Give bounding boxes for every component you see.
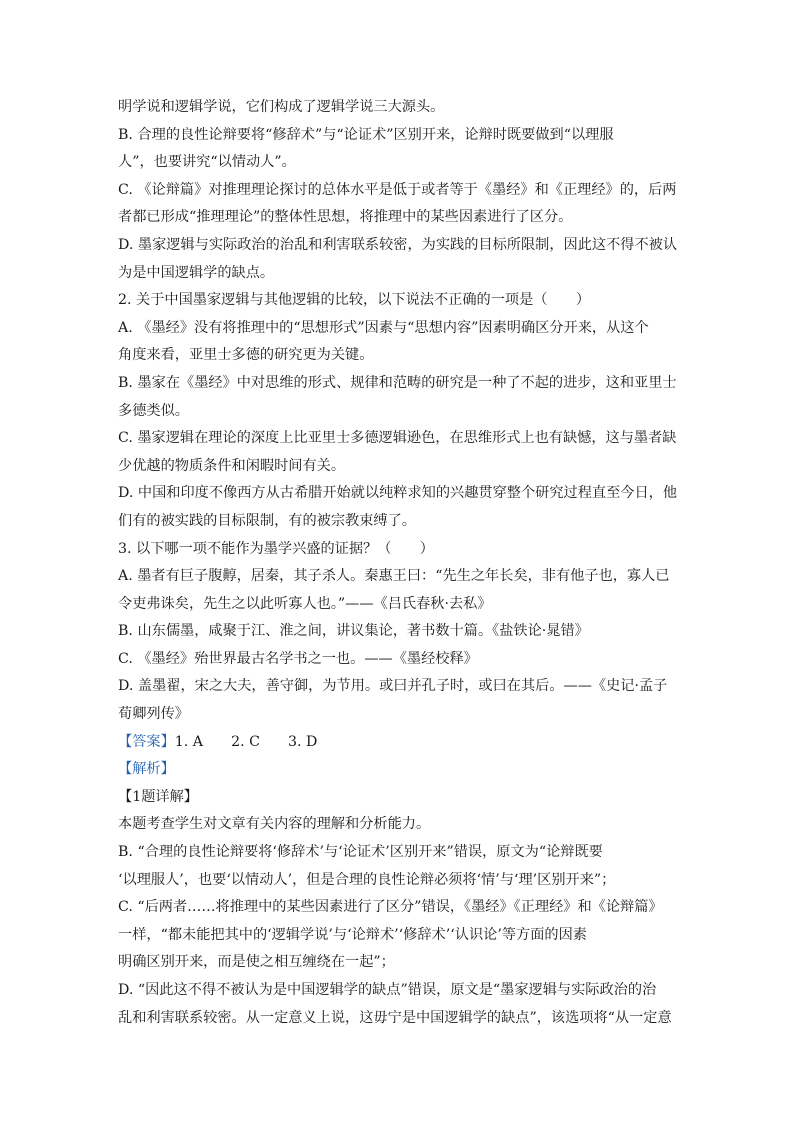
q2-option-a-line-1: A. 《墨经》没有将推理中的“思想形式”因素与“思想内容”因素明确区分开来，从这个	[118, 319, 649, 336]
q3-option-b: B. 山东儒墨，咸聚于江、淮之间，讲议集论，著书数十篇。《盐铁论·晁错》	[118, 623, 589, 640]
detail-title: 【1题详解】	[118, 788, 198, 805]
document-page	[118, 94, 680, 1032]
detail-line: 本题考查学生对文章有关内容的理解和分析能力。	[118, 816, 431, 833]
detail-line: ‘以理服人’，也要‘以情动人’，但是合理的良性论辩必须将‘情’与‘理’区别开来”；	[118, 871, 616, 888]
text-line: 明学说和逻辑学说，它们构成了逻辑学说三大源头。	[118, 99, 445, 115]
q3-option-a-line-2: 令吏弗诛矣，先生之以此听寡人也。”——《吕氏春秋·去私》	[118, 595, 492, 612]
q3-option-d-line-2: 荀卿列传》	[118, 706, 189, 723]
question-2-stem: 2. 关于中国墨家逻辑与其他逻辑的比较，以下说法不正确的一项是（ ）	[118, 292, 591, 309]
analysis-label: 【解析】	[118, 761, 175, 778]
option-b-line-2: 人”，也要讲究“以情动人”。	[118, 154, 296, 171]
option-c-line-2: 者都已形成“推理理论”的整体性思想，将推理中的某些因素进行了区分。	[118, 209, 573, 226]
detail-line: 一样，“都未能把其中的‘逻辑学说’与‘论辩术’‘修辞术’‘认识论’等方面的因素	[118, 926, 587, 943]
answer-item: 3. D	[287, 733, 318, 750]
detail-line: 乱和利害联系较密。从一定意义上说，这毋宁是中国逻辑学的缺点”，该选项将“从一定意	[118, 1009, 672, 1026]
q2-option-b-line-1: B. 墨家在《墨经》中对思维的形式、规律和范畴的研究是一种了不起的进步，这和亚里士	[118, 374, 677, 391]
q2-option-c-line-1: C. 墨家逻辑在理论的深度上比亚里士多德逻辑逊色，在思维形式上也有缺憾，这与墨者缺	[118, 430, 677, 447]
q2-option-b-line-2: 多德类似。	[118, 402, 189, 419]
detail-line: D. “因此这不得不被认为是中国逻辑学的缺点”错误，原文是“墨家逻辑与实际政治的治	[118, 982, 657, 998]
q2-option-d-line-2: 们有的被实践的目标限制，有的被宗教束缚了。	[118, 512, 416, 529]
answer-label: 【答案】	[118, 733, 175, 750]
q3-option-a-line-1: A. 墨者有巨子腹䵍，居秦，其子杀人。秦惠王曰：“先生之年长矣，非有他子也，寡人已	[118, 568, 670, 585]
answer-line	[118, 729, 680, 757]
q2-option-c-line-2: 少优越的物质条件和闲暇时间有关。	[118, 457, 346, 474]
answer-item: 1. A	[174, 733, 204, 750]
answer-item: 2. C	[231, 733, 260, 750]
option-b-line-1: B. 合理的良性论辩要将“修辞术”与“论证术”区别开来，论辩时既要做到“以理服	[118, 126, 614, 143]
detail-line: 明确区别开来，而是使之相互缠绕在一起”；	[118, 954, 395, 971]
q3-option-d-line-1: D. 盖墨翟，宋之大夫，善守御，为节用。或曰并孔子时，或曰在其后。——《史记·孟子	[118, 678, 668, 695]
option-d-line-1: D. 墨家逻辑与实际政治的治乱和利害联系较密，为实践的目标所限制，因此这不得不被认	[118, 236, 678, 253]
q3-option-c: C. 《墨经》殆世界最古名学书之一也。——《墨经校释》	[118, 650, 478, 667]
q2-option-a-line-2: 角度来看，亚里士多德的研究更为关键。	[118, 347, 374, 364]
question-3-stem: 3. 以下哪一项不能作为墨学兴盛的证据？（ ）	[118, 540, 434, 557]
detail-line: C. “后两者……将推理中的某些因素进行了区分”错误，《墨经》《正理经》和《论辩篇》	[118, 899, 663, 916]
option-c-line-1: C. 《论辩篇》对推理理论探讨的总体水平是低于或者等于《墨经》和《正理经》的，后两	[118, 181, 677, 198]
q2-option-d-line-1: D. 中国和印度不像西方从古希腊开始就以纯粹求知的兴趣贯穿整个研究过程直至今日，他	[118, 485, 678, 502]
detail-line: B. “合理的良性论辩要将‘修辞术’与‘论证术’区别开来”错误，原文为“论辩既要	[118, 844, 603, 861]
option-d-line-2: 为是中国逻辑学的缺点。	[118, 264, 275, 281]
